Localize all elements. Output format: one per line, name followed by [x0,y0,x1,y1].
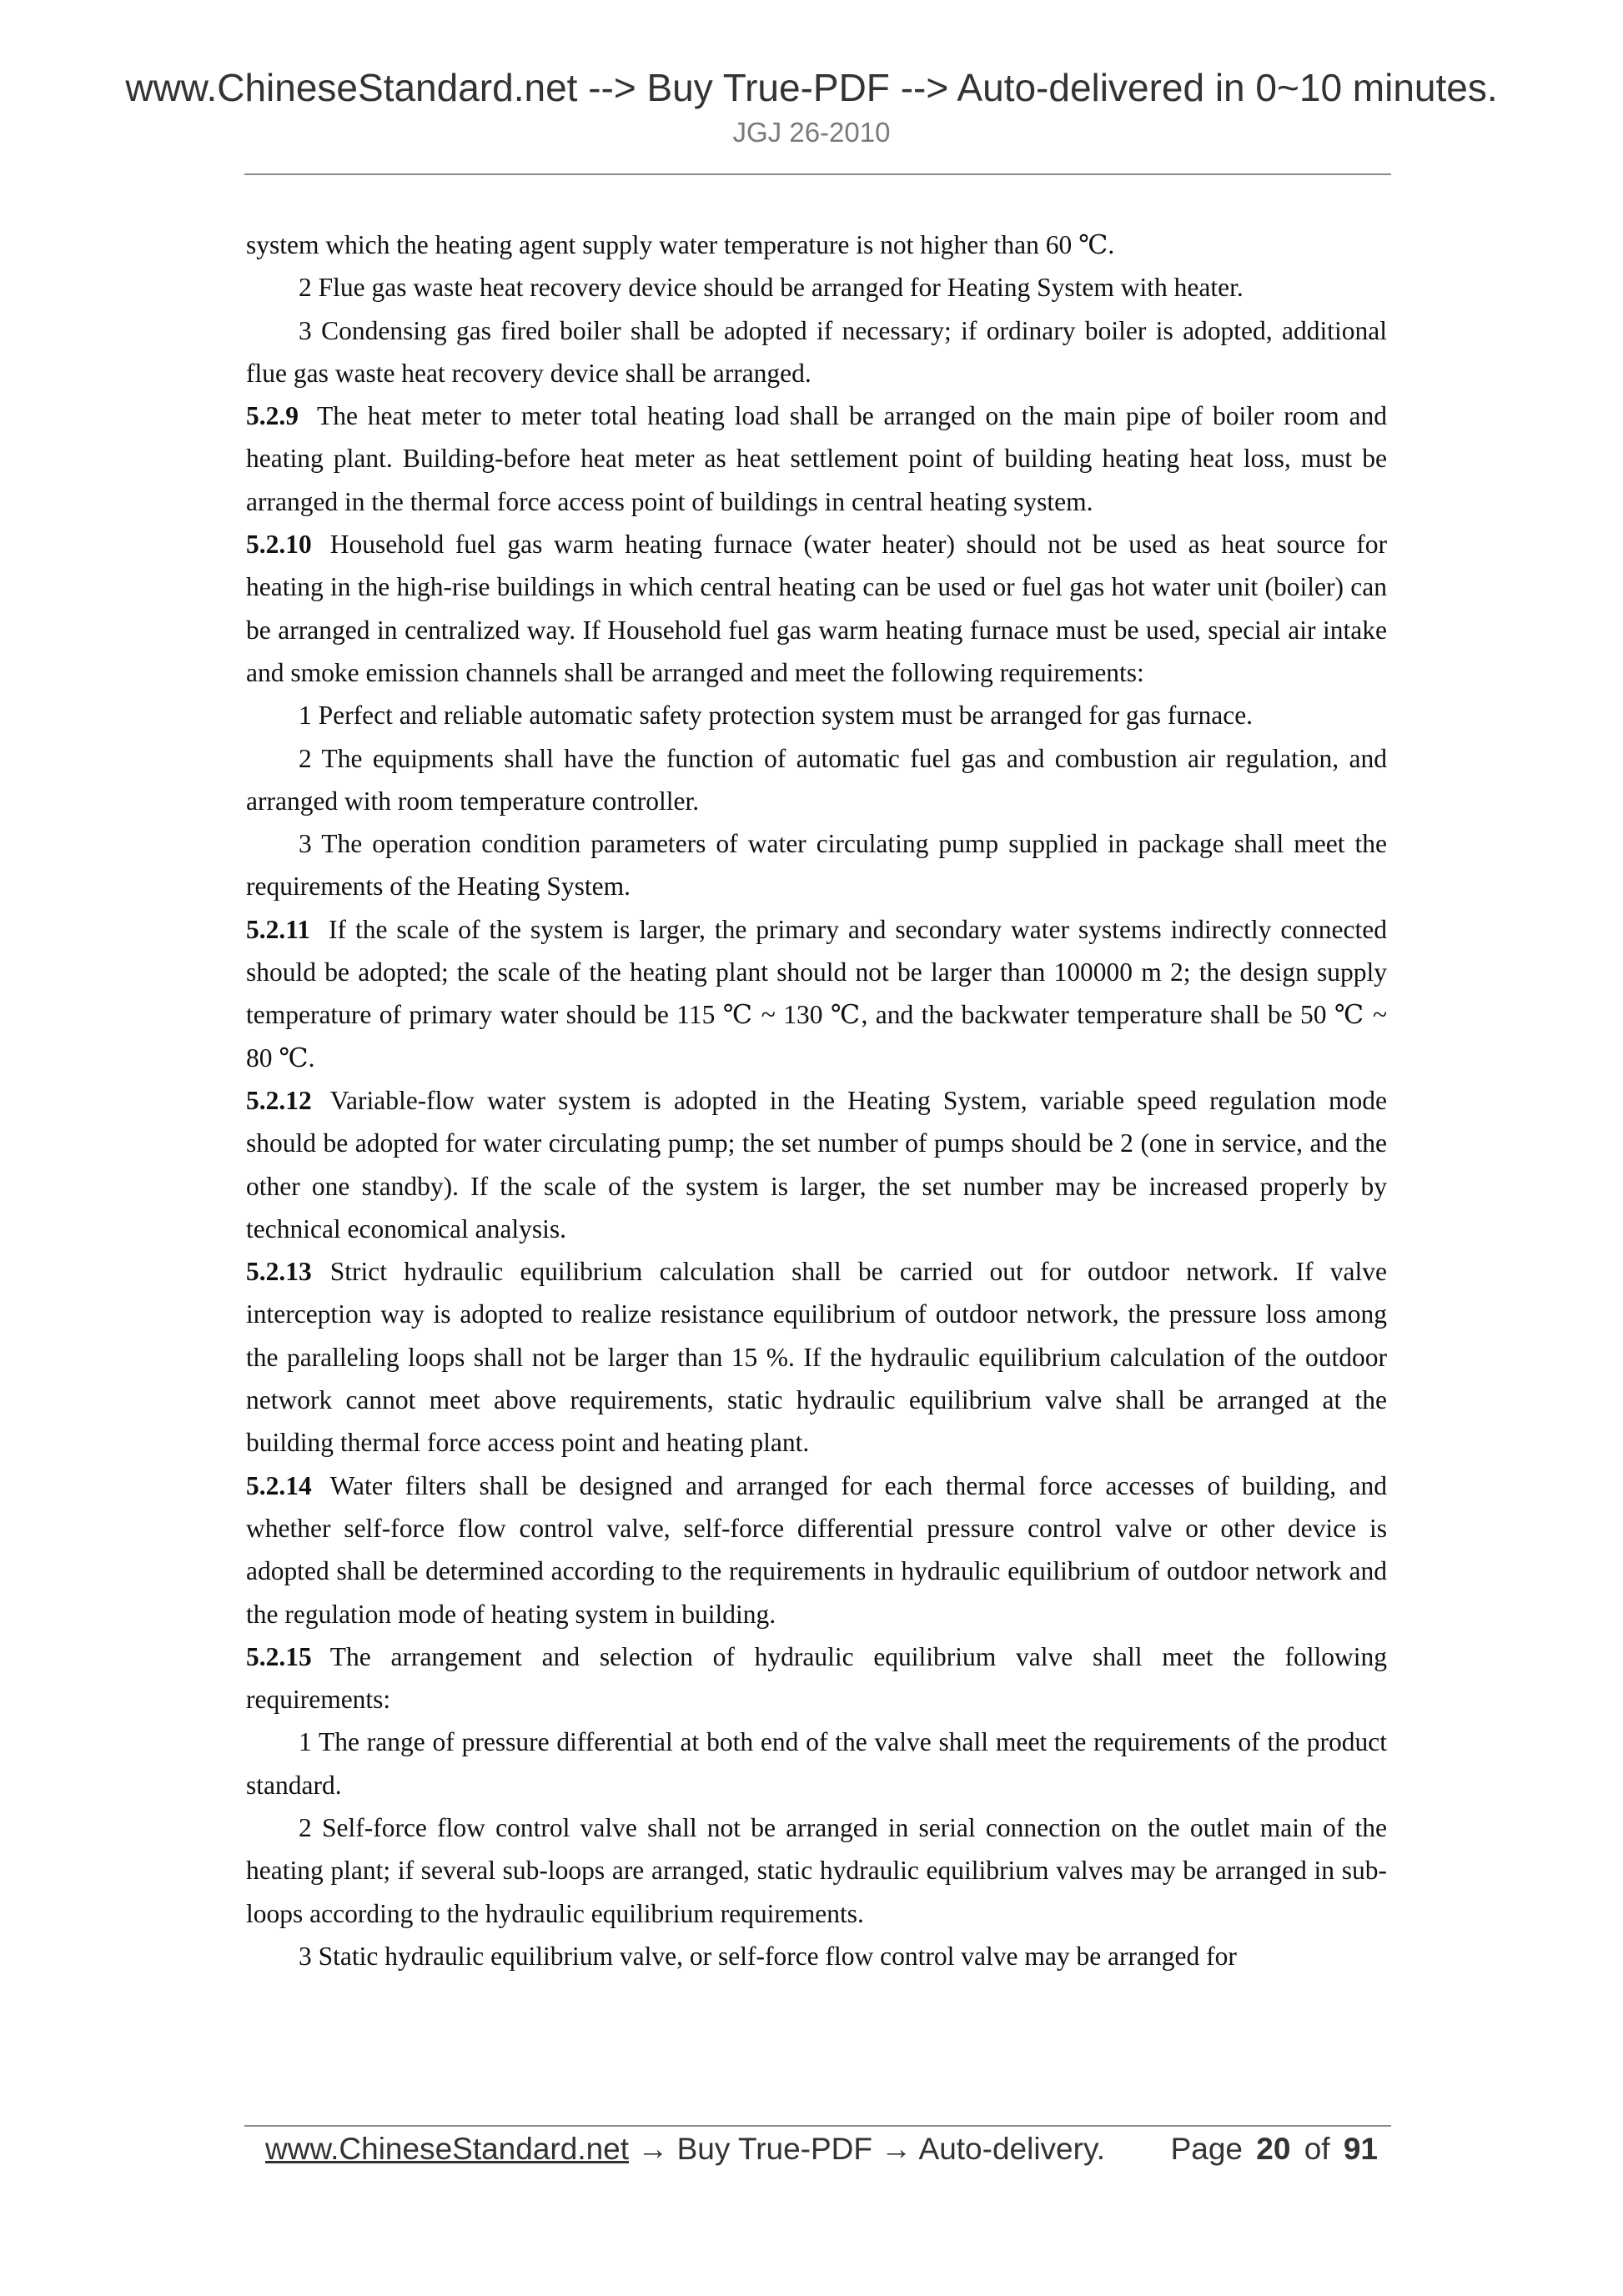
clause-5-2-14 [246,1465,1387,1635]
footer-site-link[interactable]: www.ChineseStandard.net [265,2132,630,2166]
clause-5-2-9 [246,394,1387,523]
list-item: 2 Self-force flow control valve shall not be arranged in serial connection on the outlet main of the heating plant; if several sub-loops are arranged, static hydraulic equilibrium valves may be arranged in sub-loops according to the hydraulic equilibrium requirements. [246,1812,1387,1928]
clause-number: 5.2.14 [246,1470,312,1500]
clause-text: Water filters shall be designed and arranged for each thermal force accesses of building, and whether self-force flow control valve, self-force differential pressure control valve or other device is adopted shall be determined according to the requirements in hydraulic equilibrium of outdoor network and the regulation mode of heating system in building. [246,1470,1387,1629]
clause-5-2-11 [246,908,1387,1079]
clause-text: Household fuel gas warm heating furnace (water heater) should not be used as heat source for heating in the high-rise buildings in which central heating can be used or fuel gas hot water unit (boiler) can be arranged in centralized way. If Household fuel gas warm heating furnace must be used, special air intake and smoke emission channels shall be arranged and meet the following requirements: [246,530,1387,687]
clause-5-2-10 [246,523,1387,694]
header-banner: www.ChineseStandard.net --> Buy True-PDF --> Auto-delivered in 0~10 minutes. [125,66,1498,109]
footer-tagline: → Buy True-PDF → Auto-delivery. [629,2132,1105,2166]
page-total: 91 [1343,2132,1378,2166]
clause-5-2-15 [246,1635,1387,1721]
of-label: of [1304,2132,1330,2166]
clause-text: Strict hydraulic equilibrium calculation shall be carried out for outdoor network. If valve interception way is adopted to realize resistance equilibrium of outdoor network, the pressure loss among the paralleling loops shall not be larger than 15 %. If the hydraulic equilibrium calculation of the outdoor network cannot meet above requirements, static hydraulic equilibrium valve shall be arranged at the building thermal force access point and heating plant. [246,1257,1387,1458]
clause-number: 5.2.10 [246,530,312,560]
page-body [246,224,1387,1977]
document-code: JGJ 26-2010 [732,117,891,148]
page-indicator [1171,2132,1383,2167]
list-item: 3 Condensing gas fired boiler shall be adopted if necessary; if ordinary boiler is adopted, additional flue gas waste heat recovery device shall be arranged. [246,315,1387,388]
page-footer [265,2132,1383,2167]
clause-text: Variable-flow water system is adopted in the Heating System, variable speed regulation mode should be adopted for water circulating pump; the set number of pumps should be 2 (one in service, and the other one standby). If the scale of the system is larger, the set number may be increased properly by technical economical analysis. [246,1085,1387,1243]
clause-number: 5.2.12 [246,1085,312,1115]
clause-number: 5.2.15 [246,1641,312,1671]
clause-text: If the scale of the system is larger, the primary and secondary water systems indirectly connected should be adopted; the scale of the heating plant should not be larger than 100000 m 2; the design supply temperature of primary water should be 115 ℃ ~ 130 ℃, and the backwater temperature shall be 50 ℃ ~ 80 ℃. [246,914,1387,1073]
clause-number: 5.2.9 [246,401,299,431]
clause-5-2-12 [246,1079,1387,1250]
clause-number: 5.2.11 [246,914,311,944]
list-item: 1 The range of pressure differential at both end of the valve shall meet the requirements of the product standard. [246,1727,1387,1800]
list-item: 1 Perfect and reliable automatic safety protection system must be arranged for gas furnace. [299,701,1254,731]
clause-text: The arrangement and selection of hydraulic equilibrium valve shall meet the following requirements: [246,1641,1387,1715]
footer-divider [244,2125,1391,2127]
page-number: 20 [1256,2132,1291,2166]
clause-text: The heat meter to meter total heating load shall be arranged on the main pipe of boiler room and heating plant. Building-before heat meter as heat settlement point of building heating heat loss, must be arranged in the thermal force access point of buildings in central heating system. [246,401,1387,516]
header-divider [244,173,1391,175]
page-label: Page [1170,2132,1243,2166]
list-item: 3 The operation condition parameters of water circulating pump supplied in package shall meet the requirements of the Heating System. [246,829,1387,902]
list-item: 2 Flue gas waste heat recovery device should be arranged for Heating System with heater. [299,273,1244,303]
list-item: 2 The equipments shall have the function of automatic fuel gas and combustion air regulation, and arranged with room temperature controller. [246,743,1387,816]
clause-number: 5.2.13 [246,1257,312,1287]
clause-5-2-13 [246,1250,1387,1464]
list-item: 3 Static hydraulic equilibrium valve, or self-force flow control valve may be arranged for [299,1941,1237,1971]
paragraph-continuation: system which the heating agent supply water temperature is not higher than 60 ℃. [246,230,1115,259]
